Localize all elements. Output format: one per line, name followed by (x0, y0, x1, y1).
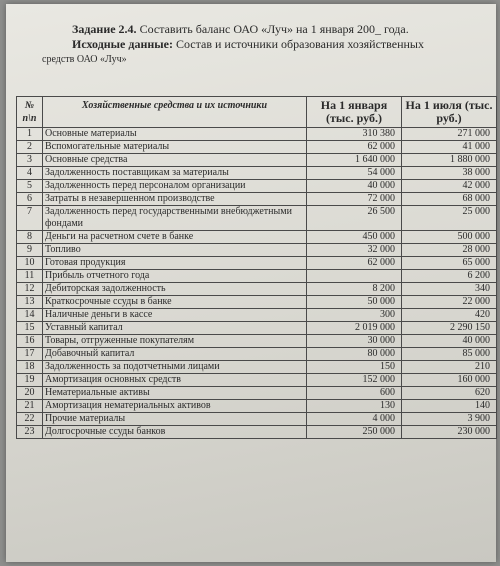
row-value-july: 38 000 (402, 167, 497, 180)
row-value-january (307, 270, 402, 283)
task-line (72, 22, 492, 37)
row-value-january: 4 000 (307, 413, 402, 426)
row-number: 19 (17, 374, 43, 387)
row-value-january: 80 000 (307, 348, 402, 361)
row-value-july: 140 (402, 400, 497, 413)
table-row (17, 206, 497, 231)
table-row (17, 167, 497, 180)
row-name: Задолженность за подотчетными лицами (43, 361, 307, 374)
row-number: 14 (17, 309, 43, 322)
row-number: 7 (17, 206, 43, 231)
row-number: 17 (17, 348, 43, 361)
table-row (17, 141, 497, 154)
row-number: 23 (17, 426, 43, 439)
table-row (17, 413, 497, 426)
row-value-january: 26 500 (307, 206, 402, 231)
row-value-july: 500 000 (402, 231, 497, 244)
given-text-continued: средств ОАО «Луч» (42, 54, 127, 65)
row-value-january: 50 000 (307, 296, 402, 309)
row-name: Товары, отгруженные покупателям (43, 335, 307, 348)
row-value-july: 40 000 (402, 335, 497, 348)
row-number: 5 (17, 180, 43, 193)
row-value-january: 250 000 (307, 426, 402, 439)
row-number: 12 (17, 283, 43, 296)
row-value-july: 230 000 (402, 426, 497, 439)
row-name: Деньги на расчетном счете в банке (43, 231, 307, 244)
row-name: Краткосрочные ссуды в банке (43, 296, 307, 309)
balance-data-table (16, 96, 497, 439)
row-number: 21 (17, 400, 43, 413)
row-value-january: 32 000 (307, 244, 402, 257)
row-value-july: 68 000 (402, 193, 497, 206)
row-value-july: 3 900 (402, 413, 497, 426)
row-name: Задолженность перед персоналом организации (43, 180, 307, 193)
row-value-january: 2 019 000 (307, 322, 402, 335)
header-number: № п\п (17, 97, 43, 128)
row-name: Основные средства (43, 154, 307, 167)
row-name: Прибыль отчетного года (43, 270, 307, 283)
row-value-january: 130 (307, 400, 402, 413)
header-july: На 1 июля (тыс. руб.) (402, 97, 497, 128)
row-value-july: 420 (402, 309, 497, 322)
row-value-january: 310 380 (307, 128, 402, 141)
row-value-july: 160 000 (402, 374, 497, 387)
row-value-july: 42 000 (402, 180, 497, 193)
row-value-january: 450 000 (307, 231, 402, 244)
row-number: 3 (17, 154, 43, 167)
table-row (17, 244, 497, 257)
document-heading (42, 22, 492, 67)
table-row (17, 283, 497, 296)
row-name: Готовая продукция (43, 257, 307, 270)
row-value-january: 54 000 (307, 167, 402, 180)
row-name: Вспомогательные материалы (43, 141, 307, 154)
row-name: Дебиторская задолженность (43, 283, 307, 296)
row-value-july: 65 000 (402, 257, 497, 270)
row-number: 9 (17, 244, 43, 257)
row-number: 15 (17, 322, 43, 335)
given-line (72, 37, 492, 52)
row-name: Основные материалы (43, 128, 307, 141)
row-name: Долгосрочные ссуды банков (43, 426, 307, 439)
row-value-july: 2 290 150 (402, 322, 497, 335)
table-header-row (17, 97, 497, 128)
row-value-january: 1 640 000 (307, 154, 402, 167)
row-value-july: 41 000 (402, 141, 497, 154)
table-row (17, 335, 497, 348)
row-name: Амортизация нематериальных активов (43, 400, 307, 413)
row-name: Топливо (43, 244, 307, 257)
table-row (17, 387, 497, 400)
row-name: Наличные деньги в кассе (43, 309, 307, 322)
table-row (17, 322, 497, 335)
table-row (17, 296, 497, 309)
row-number: 20 (17, 387, 43, 400)
given-text: Состав и источники образования хозяйственных (175, 37, 424, 51)
row-value-january: 40 000 (307, 180, 402, 193)
row-name: Задолженность поставщикам за материалы (43, 167, 307, 180)
row-value-july: 1 880 000 (402, 154, 497, 167)
table-row (17, 270, 497, 283)
row-number: 4 (17, 167, 43, 180)
table-row (17, 374, 497, 387)
row-name: Уставный капитал (43, 322, 307, 335)
header-name: Хозяйственные средства и их источники (43, 97, 307, 128)
table-row (17, 154, 497, 167)
row-number: 11 (17, 270, 43, 283)
row-name: Затраты в незавершенном производстве (43, 193, 307, 206)
row-number: 22 (17, 413, 43, 426)
row-value-january: 62 000 (307, 257, 402, 270)
table-row (17, 348, 497, 361)
row-value-july: 620 (402, 387, 497, 400)
table-row (17, 426, 497, 439)
table-row (17, 309, 497, 322)
table-row (17, 361, 497, 374)
row-value-january: 300 (307, 309, 402, 322)
table-row (17, 128, 497, 141)
row-name: Амортизация основных средств (43, 374, 307, 387)
row-number: 2 (17, 141, 43, 154)
row-value-july: 340 (402, 283, 497, 296)
row-value-july: 6 200 (402, 270, 497, 283)
table-row (17, 257, 497, 270)
table-row (17, 180, 497, 193)
table-row (17, 231, 497, 244)
header-january: На 1 января (тыс. руб.) (307, 97, 402, 128)
row-value-january: 62 000 (307, 141, 402, 154)
task-label: Задание 2.4. (72, 22, 137, 36)
row-value-january: 30 000 (307, 335, 402, 348)
row-value-july: 271 000 (402, 128, 497, 141)
row-name: Прочие материалы (43, 413, 307, 426)
row-value-july: 28 000 (402, 244, 497, 257)
row-number: 18 (17, 361, 43, 374)
table-row (17, 400, 497, 413)
row-number: 10 (17, 257, 43, 270)
row-number: 16 (17, 335, 43, 348)
row-name: Задолженность перед государственными внебюджетными фондами (43, 206, 307, 231)
row-name: Добавочный капитал (43, 348, 307, 361)
row-value-july: 85 000 (402, 348, 497, 361)
row-value-january: 72 000 (307, 193, 402, 206)
document-page (6, 4, 496, 562)
row-number: 8 (17, 231, 43, 244)
row-number: 13 (17, 296, 43, 309)
task-text: Составить баланс ОАО «Луч» на 1 января 200_ года. (139, 22, 409, 36)
row-value-january: 150 (307, 361, 402, 374)
table-row (17, 193, 497, 206)
row-value-january: 600 (307, 387, 402, 400)
row-value-january: 8 200 (307, 283, 402, 296)
row-value-july: 210 (402, 361, 497, 374)
row-value-july: 22 000 (402, 296, 497, 309)
row-number: 1 (17, 128, 43, 141)
given-label: Исходные данные: (72, 37, 173, 51)
row-name: Нематериальные активы (43, 387, 307, 400)
row-number: 6 (17, 193, 43, 206)
row-value-january: 152 000 (307, 374, 402, 387)
row-value-july: 25 000 (402, 206, 497, 231)
